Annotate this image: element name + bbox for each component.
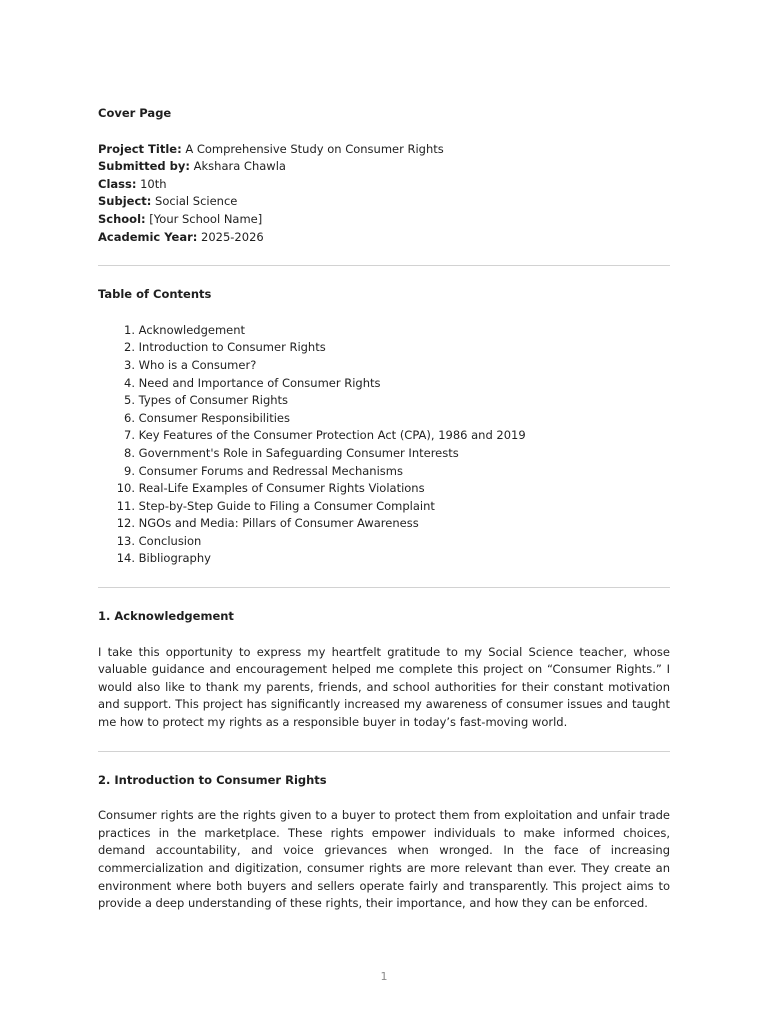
toc-number: 11. — [116, 498, 135, 513]
toc-number: 10. — [116, 481, 135, 496]
toc-item — [98, 550, 670, 568]
introduction-paragraph: Consumer rights are the rights given to a buyer to protect them from exploitation and unfair trade practices in the marketplace. These rights empower individuals to make informed choices, demand accountability, and voice grievances when wronged. In the face of increasing commercialization and digitization, consumer rights are more relevant than ever. They create an environment where both buyers and sellers operate fairly and transparently. This project aims to provide a deep understanding of these rights, their importance, and how they can be enforced. — [98, 808, 670, 911]
field-value: Akshara Chawla — [193, 159, 286, 174]
toc-item — [98, 533, 670, 551]
field-value: [Your School Name] — [149, 211, 263, 226]
toc-label: Need and Importance of Consumer Rights — [138, 375, 381, 390]
field-label: Academic Year: — [98, 229, 198, 244]
academic-year-line — [98, 229, 670, 247]
introduction-heading: 2. Introduction to Consumer Rights — [98, 772, 327, 787]
section-divider — [98, 265, 670, 266]
toc-label: Consumer Responsibilities — [138, 410, 290, 425]
field-label: Submitted by: — [98, 159, 190, 174]
toc-item — [98, 410, 670, 428]
school-line — [98, 211, 670, 229]
toc-item — [98, 357, 670, 375]
section-divider — [98, 751, 670, 752]
toc-label: Key Features of the Consumer Protection Act (CPA), 1986 and 2019 — [138, 428, 526, 443]
table-of-contents — [98, 322, 670, 568]
toc-label: Who is a Consumer? — [138, 357, 257, 372]
toc-number: 13. — [116, 533, 135, 548]
toc-item — [98, 515, 670, 533]
toc-label: Step-by-Step Guide to Filing a Consumer Complaint — [138, 498, 435, 513]
toc-item — [98, 322, 670, 340]
field-label: Class: — [98, 176, 137, 191]
field-value: Social Science — [155, 194, 238, 209]
acknowledgement-heading: 1. Acknowledgement — [98, 609, 234, 624]
toc-label: Government's Role in Safeguarding Consumer Interests — [138, 445, 459, 460]
toc-number: 9. — [124, 463, 135, 478]
cover-heading: Cover Page — [98, 106, 172, 120]
toc-item — [98, 392, 670, 410]
toc-item — [98, 463, 670, 481]
toc-number: 14. — [116, 551, 135, 566]
acknowledgement-paragraph: I take this opportunity to express my heartfelt gratitude to my Social Science teacher, whose valuable guidance and encouragement helped me complete this project on “Consumer Rights.” I would also like to thank my parents, friends, and school authorities for their constant motivation and support. This project has significantly increased my awareness of consumer issues and taught me how to protect my rights as a responsible buyer in today’s fast-moving world. — [98, 644, 670, 730]
toc-number: 12. — [116, 516, 135, 531]
toc-label: Acknowledgement — [138, 322, 246, 337]
project-title-line — [98, 141, 670, 159]
field-label: Subject: — [98, 194, 152, 209]
toc-number: 5. — [124, 393, 135, 408]
submitted-by-line — [98, 158, 670, 176]
toc-number: 2. — [124, 340, 135, 355]
toc-item — [98, 445, 670, 463]
field-value: 2025-2026 — [201, 229, 264, 244]
toc-number: 7. — [124, 428, 135, 443]
field-value: 10th — [140, 176, 167, 191]
toc-heading: Table of Contents — [98, 287, 212, 302]
page-number: 1 — [380, 970, 388, 983]
toc-item — [98, 498, 670, 516]
field-value: A Comprehensive Study on Consumer Rights — [185, 141, 444, 156]
cover-details — [98, 141, 670, 247]
toc-label: Introduction to Consumer Rights — [138, 340, 326, 355]
toc-label: Bibliography — [138, 551, 211, 566]
toc-label: NGOs and Media: Pillars of Consumer Awareness — [138, 516, 419, 531]
toc-number: 1. — [124, 322, 135, 337]
toc-label: Consumer Forums and Redressal Mechanisms — [138, 463, 403, 478]
toc-label: Conclusion — [138, 533, 202, 548]
toc-label: Types of Consumer Rights — [138, 393, 289, 408]
toc-item — [98, 427, 670, 445]
toc-item — [98, 375, 670, 393]
document-page — [98, 105, 670, 913]
toc-label: Real-Life Examples of Consumer Rights Violations — [138, 481, 425, 496]
toc-item — [98, 480, 670, 498]
subject-line — [98, 193, 670, 211]
toc-number: 8. — [124, 445, 135, 460]
toc-number: 4. — [124, 375, 135, 390]
field-label: School: — [98, 211, 146, 226]
class-line — [98, 176, 670, 194]
field-label: Project Title: — [98, 141, 182, 156]
section-divider — [98, 587, 670, 588]
toc-number: 6. — [124, 410, 135, 425]
toc-item — [98, 339, 670, 357]
toc-number: 3. — [124, 357, 135, 372]
